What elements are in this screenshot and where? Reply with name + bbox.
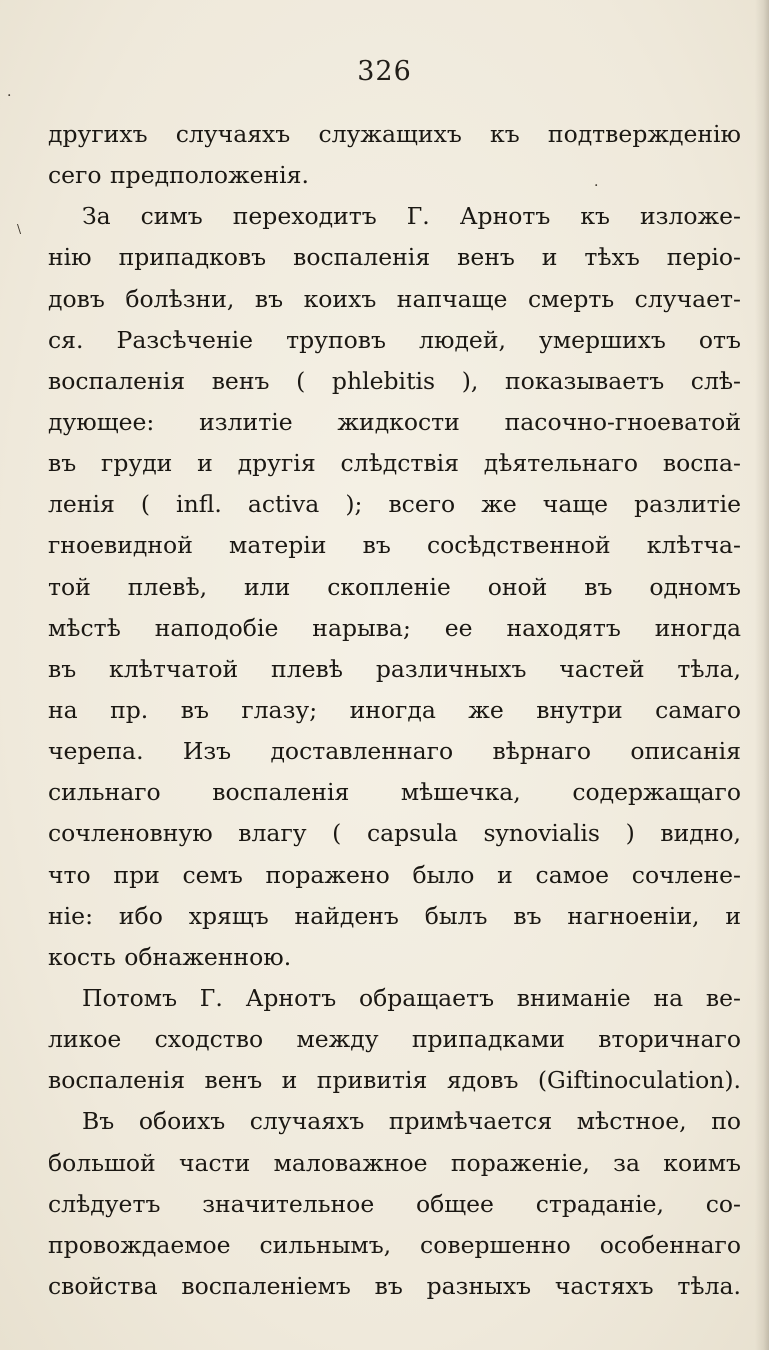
text-line: въ груди и другія слѣдствія дѣятельнаго воспа- bbox=[48, 449, 741, 478]
text-line: воспаленія венъ и привитія ядовъ (Giftinoculation). bbox=[48, 1066, 741, 1095]
text-line: довъ болѣзни, въ коихъ напчаще смерть случает- bbox=[48, 284, 741, 313]
text-line: сочленовную влагу ( capsula synovialis ) видно, bbox=[48, 819, 741, 848]
speck-mark: \ bbox=[17, 222, 22, 236]
text-line: кость обнаженною. bbox=[48, 942, 292, 971]
text-line: воспаленія венъ ( phlebitis ), показываетъ слѣ- bbox=[48, 366, 741, 395]
speck-mark: · bbox=[594, 178, 599, 194]
text-line: въ клѣтчатой плевѣ различныхъ частей тѣла, bbox=[48, 654, 741, 683]
text-line: другихъ случаяхъ служащихъ къ подтвержденію bbox=[48, 120, 741, 148]
page-number: 326 bbox=[357, 56, 412, 87]
text-line: ся. Разсѣченіе труповъ людей, умершихъ отъ bbox=[48, 325, 741, 354]
text-line: той плевѣ, или скопленіе оной въ одномъ bbox=[48, 572, 741, 601]
text-line: свойства воспаленіемъ въ разныхъ частяхъ тѣла. bbox=[48, 1271, 741, 1300]
text-line-paragraph-start: За симъ переходитъ Г. Арнотъ къ изложе- bbox=[82, 202, 741, 231]
text-line: что при семъ поражено было и самое сочлене- bbox=[48, 860, 741, 889]
text-line: нію припадковъ воспаленія венъ и тѣхъ періо- bbox=[48, 243, 741, 272]
text-line-paragraph-start: Въ обоихъ случаяхъ примѣчается мѣстное, по bbox=[82, 1107, 741, 1136]
text-line: дующее: излитіе жидкости пасочно-гноеватой bbox=[48, 407, 741, 436]
text-line: ленія ( infl. activa ); всего же чаще разлитіе bbox=[48, 490, 741, 519]
text-line: гноевидной матеріи въ сосѣдственной клѣтча- bbox=[48, 531, 741, 560]
page-edge-shadow bbox=[755, 0, 769, 1350]
text-line: слѣдуетъ значительное общее страданіе, со- bbox=[48, 1189, 741, 1218]
text-line: мѣстѣ наподобіе нарыва; ее находятъ иногда bbox=[48, 613, 741, 642]
text-line: сильнаго воспаленія мѣшечка, содержащаго bbox=[48, 778, 741, 807]
text-line: большой части маловажное пораженіе, за коимъ bbox=[48, 1148, 741, 1177]
speck-mark: · bbox=[7, 88, 12, 104]
text-line: ликое сходство между припадками вторичнаго bbox=[48, 1025, 741, 1054]
text-line: черепа. Изъ доставленнаго вѣрнаго описанія bbox=[48, 737, 741, 766]
text-line: на пр. въ глазу; иногда же внутри самаго bbox=[48, 695, 741, 724]
text-line: сего предположенія. bbox=[48, 161, 309, 190]
text-line: провождаемое сильнымъ, совершенно особеннаго bbox=[48, 1230, 741, 1259]
body-text bbox=[48, 114, 741, 1307]
text-line-paragraph-start: Потомъ Г. Арнотъ обращаетъ вниманіе на ве- bbox=[82, 983, 741, 1012]
text-line: ніе: ибо хрящъ найденъ былъ въ нагноеніи, и bbox=[48, 901, 741, 930]
